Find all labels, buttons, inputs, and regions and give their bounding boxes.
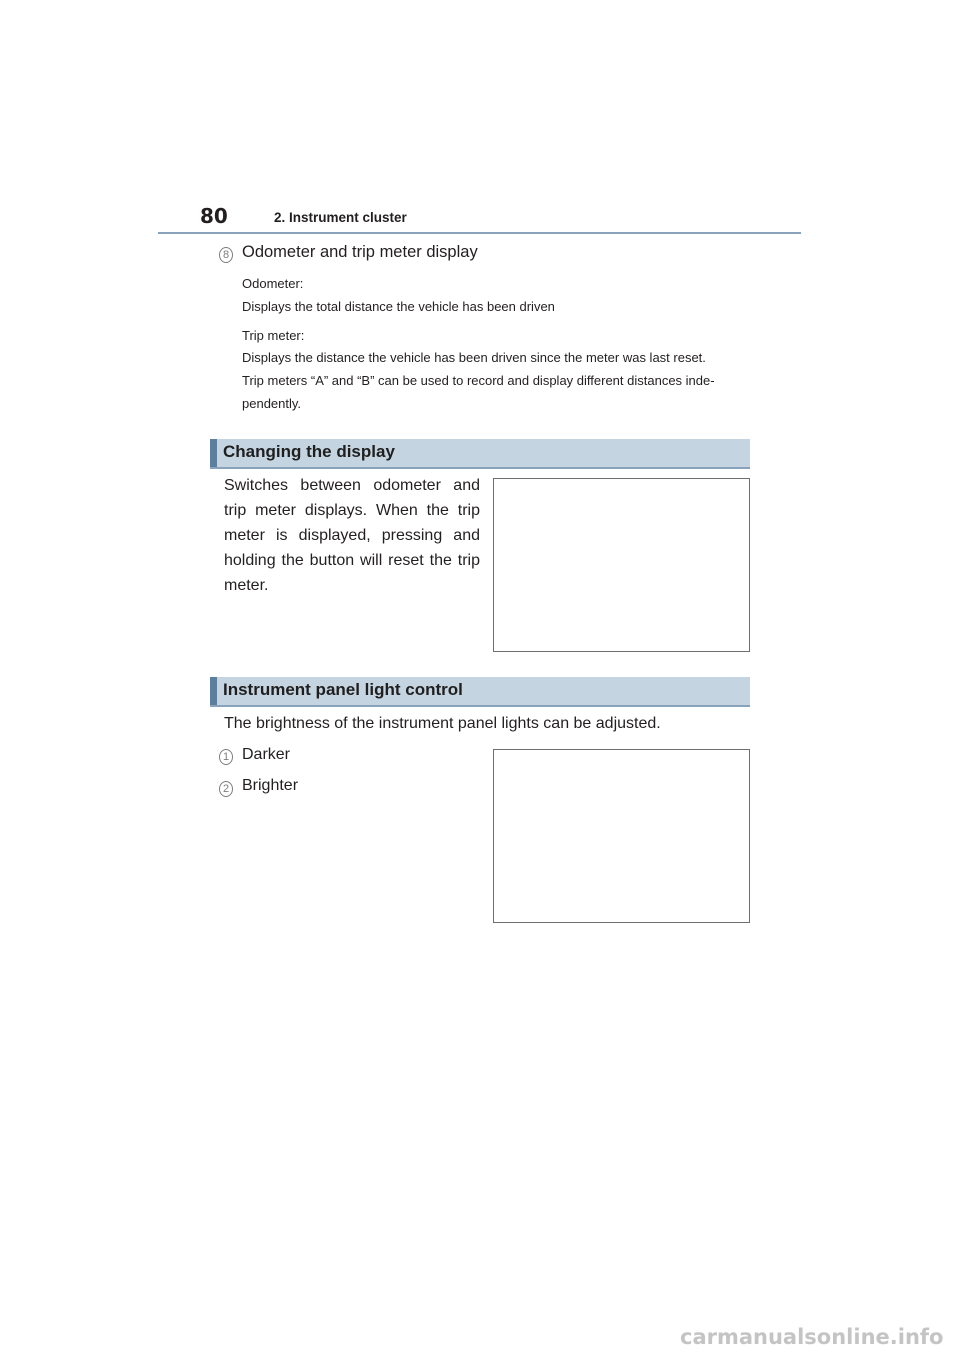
section-header-panel-light bbox=[210, 677, 750, 707]
section-heading: Changing the display bbox=[223, 442, 395, 461]
changing-display-text: Switches between odometer and trip meter displays. When the trip meter is displayed, pressing and holding the button will reset the trip meter. bbox=[224, 477, 480, 594]
item-number-badge: 1 bbox=[219, 749, 233, 765]
page-number: 80 bbox=[200, 204, 228, 228]
trip-meter-label: Trip meter: bbox=[242, 328, 305, 343]
section-accent-bar bbox=[210, 677, 217, 705]
trip-meter-description-2: Trip meters “A” and “B” can be used to record and display different distances inde- bbox=[242, 373, 715, 388]
chapter-title: 2. Instrument cluster bbox=[274, 210, 407, 225]
panel-light-description: The brightness of the instrument panel lights can be adjusted. bbox=[224, 715, 661, 732]
item-brighter: Brighter bbox=[242, 777, 299, 794]
watermark: carmanualsonline.info bbox=[680, 1325, 944, 1349]
item-darker: Darker bbox=[242, 746, 291, 763]
section-heading: Instrument panel light control bbox=[223, 680, 463, 699]
trip-meter-description-3: pendently. bbox=[242, 396, 302, 411]
header-divider bbox=[158, 232, 801, 234]
odometer-label: Odometer: bbox=[242, 276, 304, 291]
item-number-badge: 2 bbox=[219, 781, 233, 797]
item-title-odometer: Odometer and trip meter display bbox=[242, 243, 478, 261]
item-number-badge: 8 bbox=[219, 247, 233, 263]
section-accent-bar bbox=[210, 439, 217, 467]
odometer-description: Displays the total distance the vehicle has been driven bbox=[242, 299, 555, 314]
panel-light-illustration bbox=[493, 749, 750, 923]
trip-meter-description-1: Displays the distance the vehicle has been driven since the meter was last reset. bbox=[242, 350, 706, 365]
trip-button-illustration bbox=[493, 478, 750, 652]
section-header-changing-display bbox=[210, 439, 750, 469]
